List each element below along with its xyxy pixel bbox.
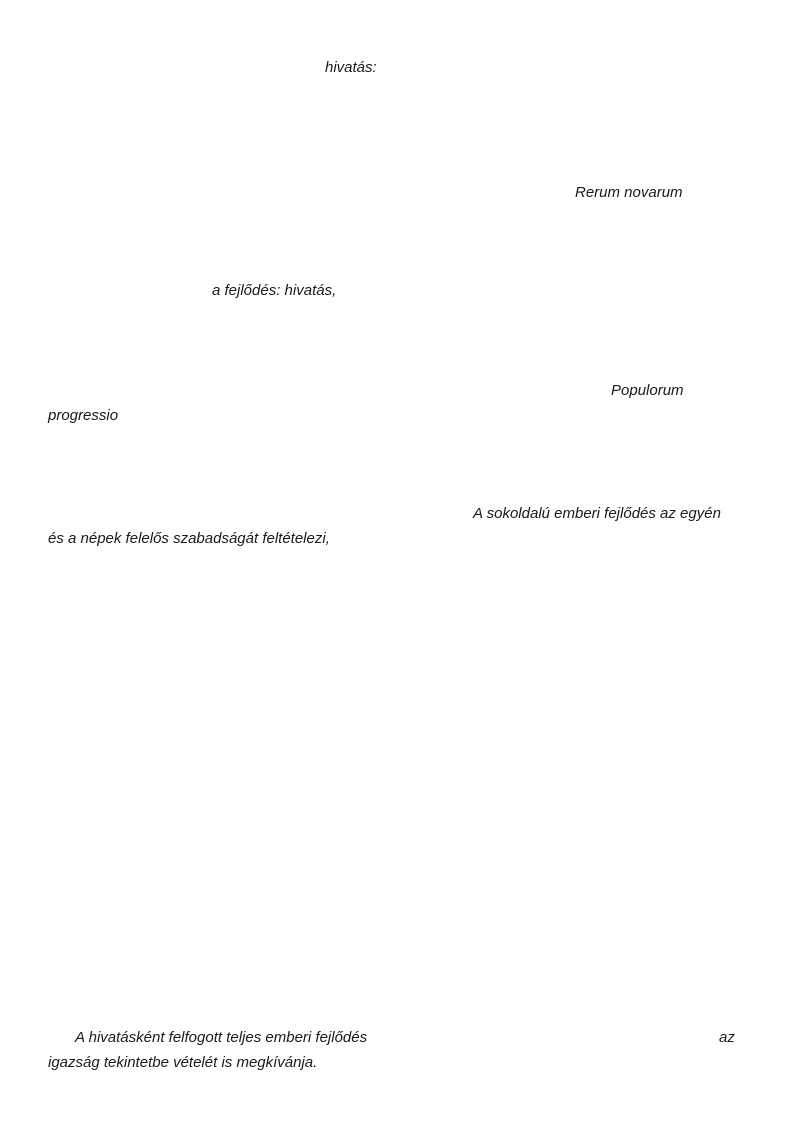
- text-fragment-populorum: Populorum: [611, 382, 684, 399]
- text-fragment-az: az: [719, 1029, 735, 1046]
- text-fragment-progressio: progressio: [48, 407, 119, 424]
- text-fragment-fejlodes-hivatas: a fejlődés: hivatás,: [212, 282, 337, 299]
- text-fragment-rerum-novarum: Rerum novarum: [575, 184, 683, 201]
- text-fragment-felelos-szabadsag: és a népek felelős szabadságát feltételezi,: [48, 530, 330, 547]
- text-fragment-igazsag: igazság tekintetbe vételét is megkívánja.: [48, 1054, 318, 1071]
- text-fragment-sokoldalu-fejlodes: A sokoldalú emberi fejlődés az egyén: [473, 505, 721, 522]
- text-fragment-hivataskent-felfogott: A hivatásként felfogott teljes emberi fejlődés: [75, 1029, 368, 1046]
- text-fragment-hivatas: hivatás:: [325, 59, 377, 76]
